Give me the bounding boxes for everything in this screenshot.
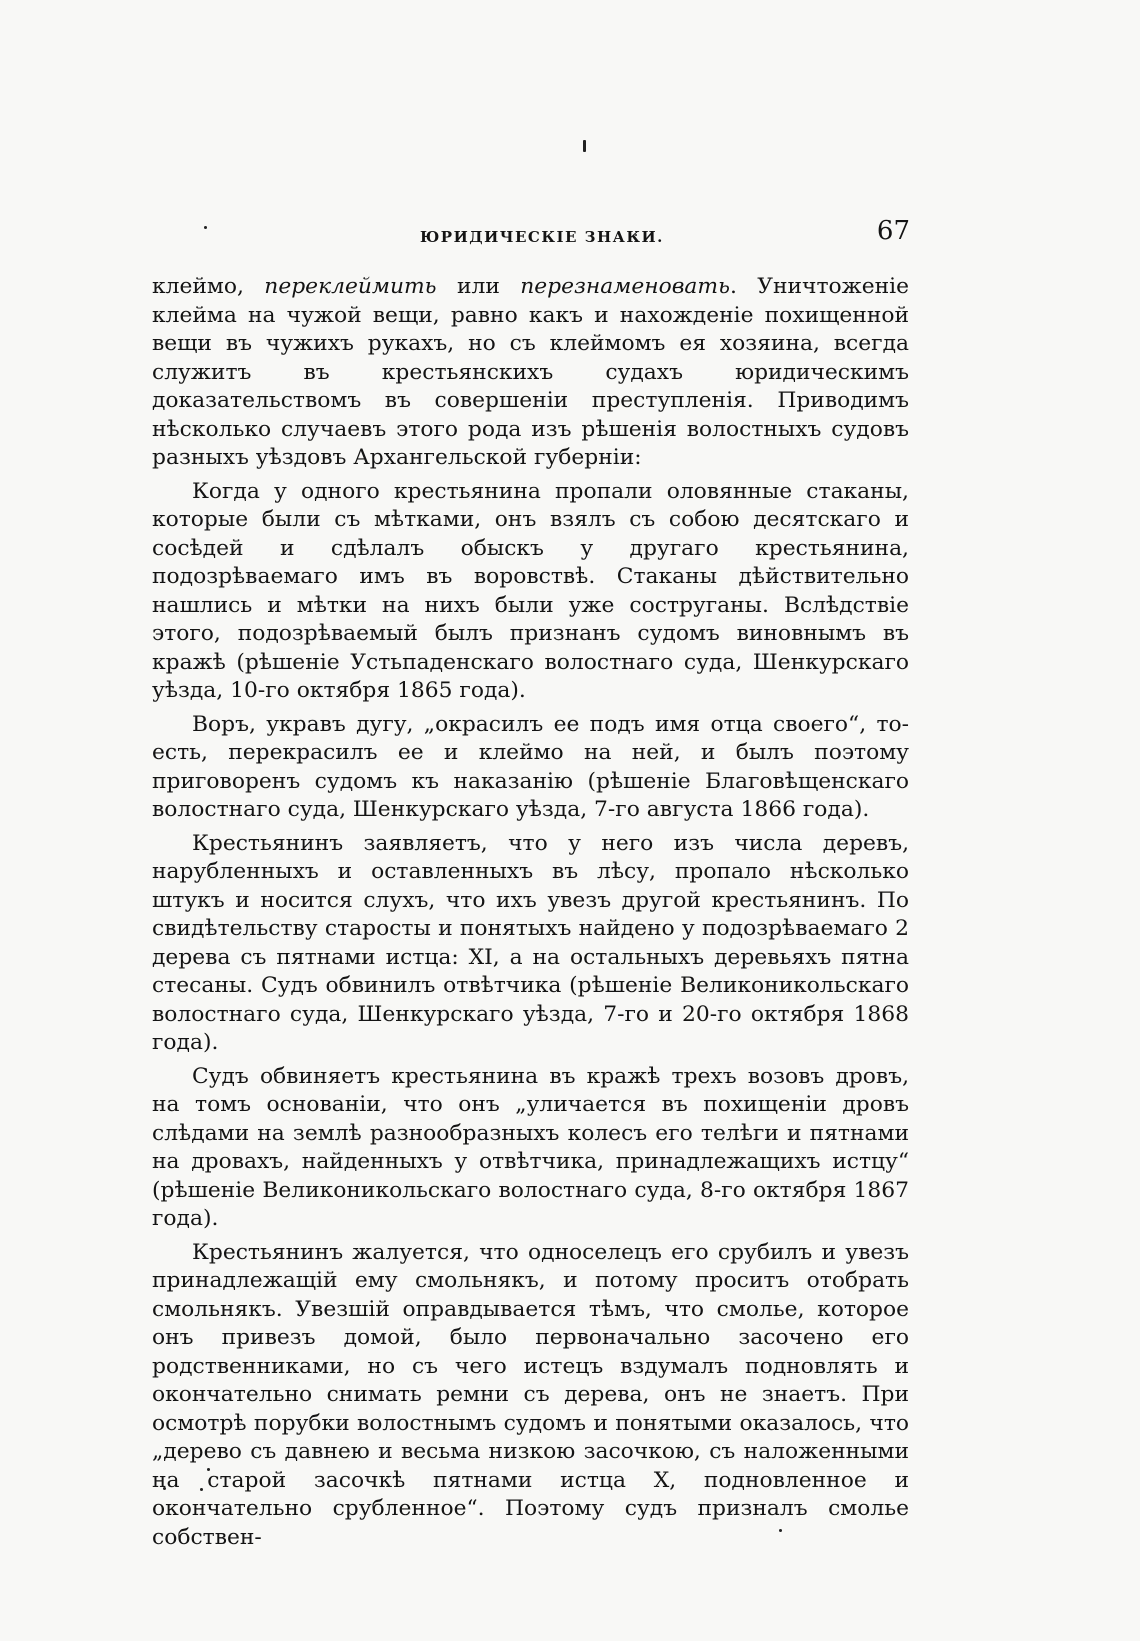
italic-term: перезнаменовать xyxy=(520,274,730,299)
paragraph: Судъ обвиняетъ крестьянина въ кражѣ трехъ возовъ дровъ, на томъ основаніи, что онъ „уличается въ похищеніи дровъ слѣдами на землѣ разнообразныхъ колесъ его телѣги и пятнами на дровахъ, найденныхъ у отвѣтчика, принадлежащихъ истцу“ (рѣшеніе Великоникольскаго волостнаго суда, 8-го октября 1867 года). xyxy=(152,1063,909,1231)
paragraph: Крестьянинъ жалуется, что односелецъ его срубилъ и увезъ принадлежащій ему смольнякъ, и потому проситъ отобрать смольнякъ. Увезшій оправдывается тѣмъ, что смолье, которое онъ привезъ домой, было первоначально засочено его родственниками, но съ чего истецъ вздумалъ подновлять и окончательно снимать ремни съ дерева, онъ не знаетъ. При осмотрѣ порубки волостнымъ судомъ и понятыми оказалось, что „дерево съ давнею и весьма низкою засочкою, съ наложенными на старой засочкѣ пятнами истца X, подновленное и окончательно срубленное“. Поэтому судъ призналъ смолье собствен- xyxy=(152,1239,909,1550)
paragraph: Воръ, укравъ дугу, „окрасилъ ее подъ имя отца своего“, то-есть, перекрасилъ ее и клеймо на ней, и былъ поэтому приговоренъ судомъ къ наказанію (рѣшеніе Благовѣщенскаго волостнаго суда, Шенкурскаго уѣзда, 7-го августа 1866 года). xyxy=(152,711,909,822)
italic-term: переклеймить xyxy=(264,274,437,299)
paragraph-text: клеймо, xyxy=(152,274,265,299)
ink-speck xyxy=(583,140,586,152)
running-head xyxy=(150,212,910,252)
paragraph xyxy=(152,273,909,473)
paragraph: Крестьянинъ заявляетъ, что у него изъ числа деревъ, нарубленныхъ и оставленныхъ въ лѣсу, пропало нѣсколько штукъ и носится слухъ, что ихъ увезъ другой крестьянинъ. По свидѣтельству старосты и понятыхъ найдено у подозрѣваемаго 2 дерева съ пятнами истца: XI, а на остальныхъ деревьяхъ пятна стесаны. Судъ обвинилъ отвѣтчика (рѣшеніе Великоникольскаго волостнаго суда, Шенкурскаго уѣзда, 7-го и 20-го октября 1868 года). xyxy=(152,830,909,1055)
body-text xyxy=(152,273,909,1557)
page-number: 67 xyxy=(876,216,910,246)
paragraph-text: или xyxy=(436,274,521,299)
paragraph-text: . Уничтоженіе клейма на чужой вещи, равно какъ и нахожденіе похищенной вещи въ чужихъ рукахъ, но съ клеймомъ ея хозяина, всегда служитъ въ крестьянскихъ судахъ юридическимъ доказательствомъ въ совершеніи преступленія. Приводимъ нѣсколько случаевъ этого рода изъ рѣшенія волостныхъ судовъ разныхъ уѣздовъ Архангельской губерніи: xyxy=(152,274,909,470)
running-head-title: ЮРИДИЧЕСКІЕ ЗНАКИ. xyxy=(420,228,664,246)
paragraph: Когда у одного крестьянина пропали оловянные стаканы, которые были съ мѣтками, онъ взялъ съ собою десятскаго и сосѣдей и сдѣлалъ обыскъ у другаго крестьянина, подозрѣваемаго имъ въ воровствѣ. Стаканы дѣйствительно нашлись и мѣтки на нихъ были уже соструганы. Вслѣдствіе этого, подозрѣваемый былъ признанъ судомъ виновнымъ въ кражѣ (рѣшеніе Устьпаденскаго волостнаго суда, Шенкурскаго уѣзда, 10-го октября 1865 года). xyxy=(152,478,909,703)
